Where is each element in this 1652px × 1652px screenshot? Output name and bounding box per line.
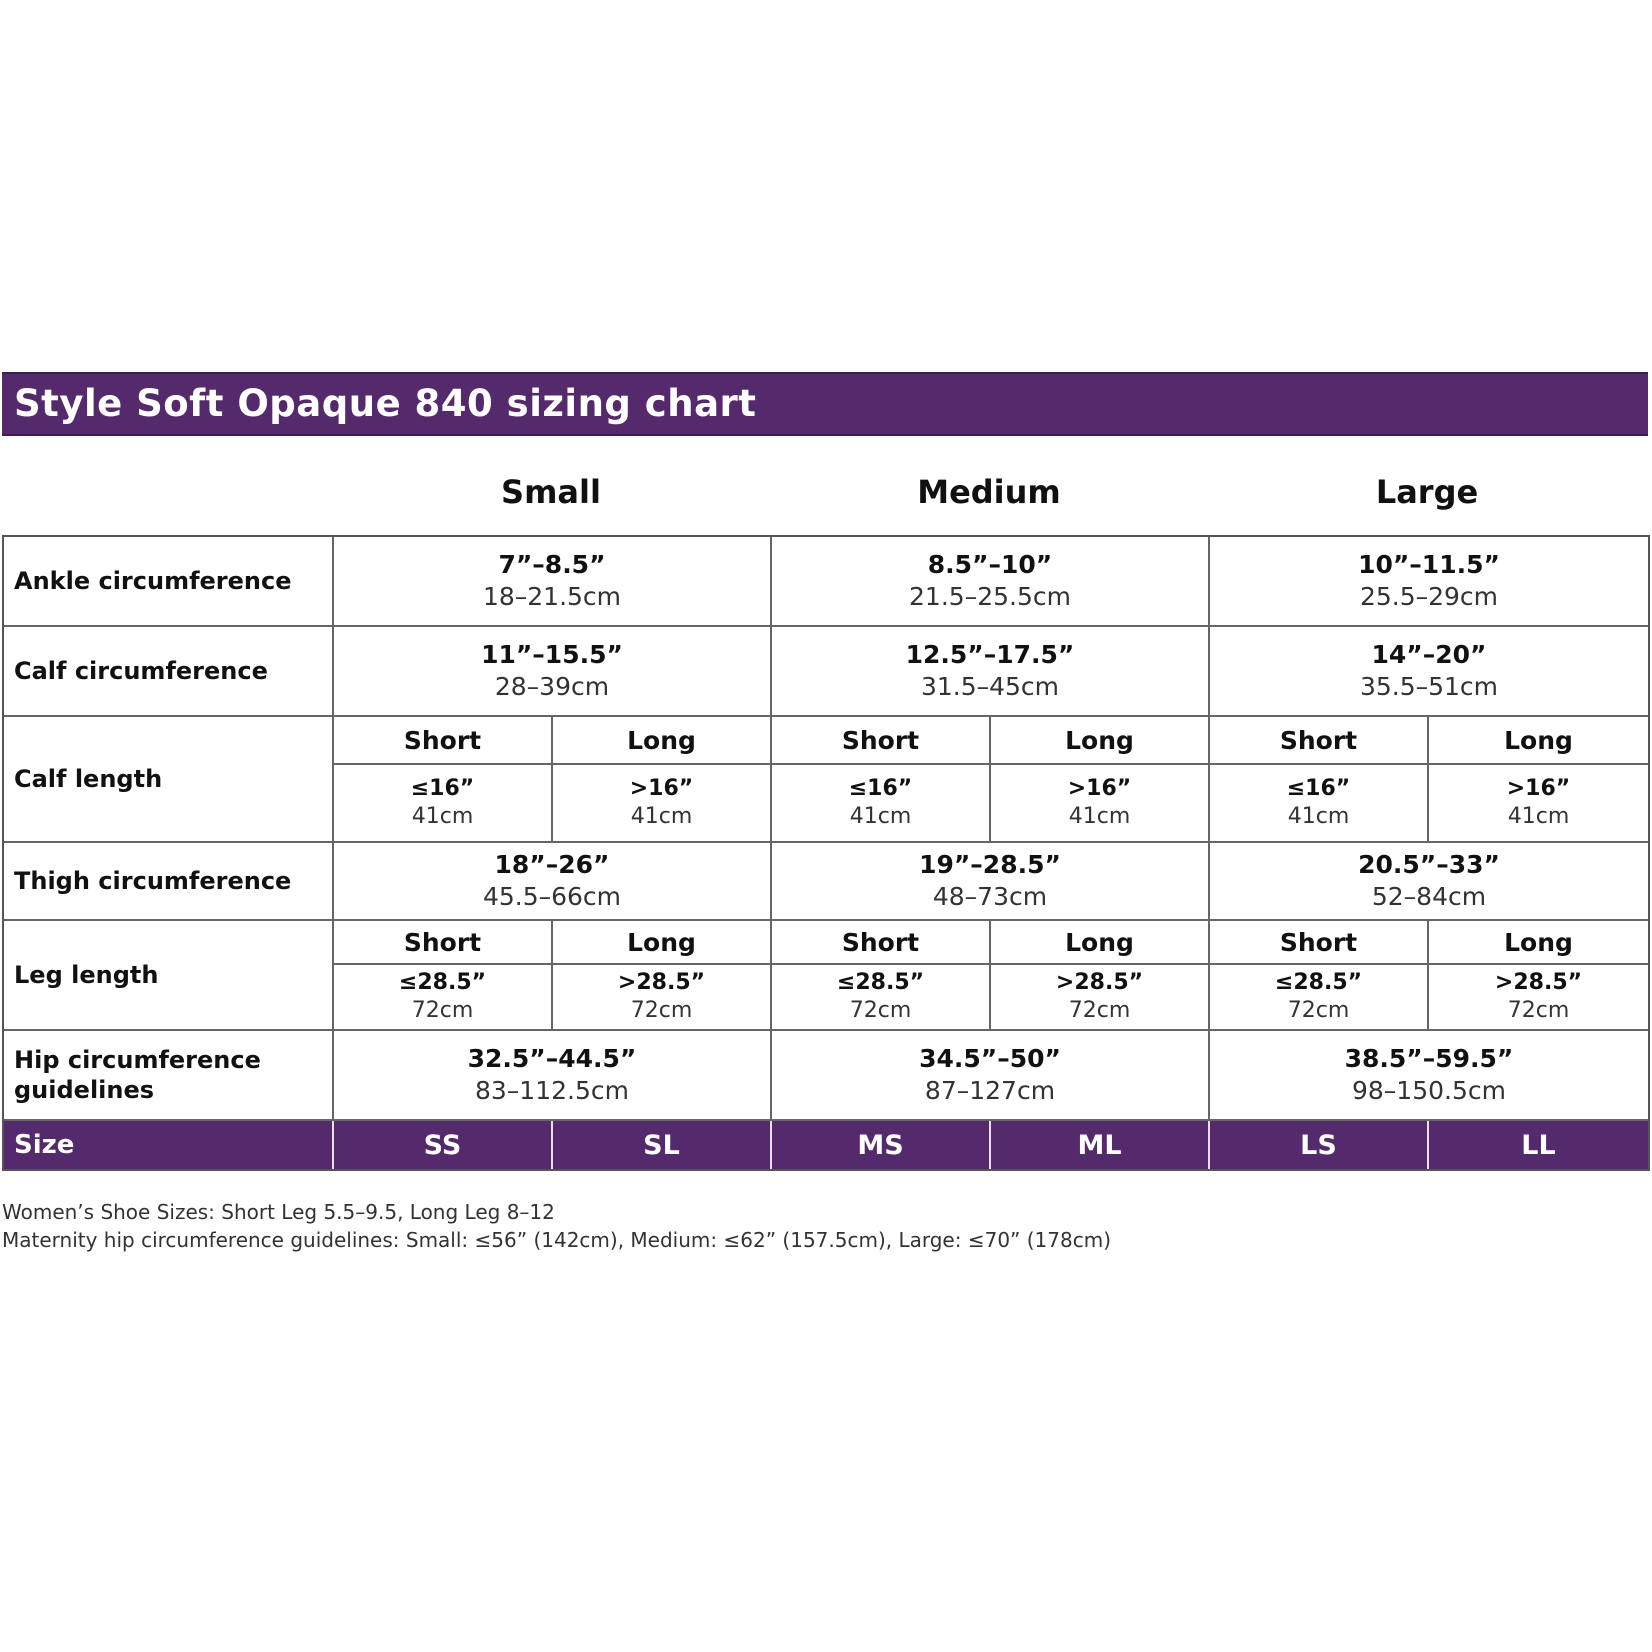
thigh-medium-inches: 19”–28.5” [919, 850, 1061, 879]
leg-length-large-long-cell [1429, 965, 1648, 1031]
ankle-medium-cm: 21.5–25.5cm [909, 582, 1071, 611]
thigh-small-inches: 18”–26” [494, 850, 610, 879]
calf-length-small-long-cell [553, 765, 772, 843]
leg-length-inches: ≤28.5” [1274, 970, 1363, 995]
calf-medium-cell [772, 627, 1210, 717]
calf-length-medium-long-header: Long [991, 717, 1210, 765]
leg-length-small-long-header: Long [553, 921, 772, 965]
ankle-small-cm: 18–21.5cm [482, 582, 622, 611]
thigh-small-cell [334, 843, 772, 921]
leg-length-small-short-header: Short [334, 921, 553, 965]
calf-length-cm: 41cm [1287, 804, 1350, 829]
size-code-sl: SL [553, 1121, 772, 1169]
leg-length-inches: >28.5” [1494, 970, 1583, 995]
calf-small-inches: 11”–15.5” [481, 640, 623, 669]
calf-length-small-short-cell [334, 765, 553, 843]
hip-large-inches: 38.5”–59.5” [1344, 1044, 1514, 1073]
thigh-small-cm: 45.5–66cm [482, 882, 622, 911]
ankle-small-cell [334, 537, 772, 627]
hip-large-cm: 98–150.5cm [1352, 1076, 1506, 1105]
shoe-size-note: Women’s Shoe Sizes: Short Leg 5.5–9.5, Long Leg 8–12 [2, 1200, 555, 1224]
hip-small-cm: 83–112.5cm [475, 1076, 629, 1105]
calf-length-inches: >16” [629, 776, 694, 801]
calf-length-cm: 41cm [411, 804, 474, 829]
thigh-medium-cm: 48–73cm [932, 882, 1048, 911]
calf-length-cm: 41cm [1507, 804, 1570, 829]
leg-length-small-long-cell [553, 965, 772, 1031]
footnotes [2, 1198, 1111, 1254]
hip-medium-inches: 34.5”–50” [919, 1044, 1061, 1073]
calf-length-inches: >16” [1506, 776, 1571, 801]
ankle-large-cell [1210, 537, 1648, 627]
thigh-large-cm: 52–84cm [1371, 882, 1487, 911]
calf-length-inches: >16” [1067, 776, 1132, 801]
calf-length-inches: ≤16” [410, 776, 475, 801]
hip-medium-cell [772, 1031, 1210, 1121]
thigh-medium-cell [772, 843, 1210, 921]
calf-large-inches: 14”–20” [1371, 640, 1487, 669]
leg-length-medium-long-cell [991, 965, 1210, 1031]
chart-title: Style Soft Opaque 840 sizing chart [14, 382, 757, 425]
ankle-large-cm: 25.5–29cm [1359, 582, 1499, 611]
leg-length-small-short-cell [334, 965, 553, 1031]
hip-large-cell [1210, 1031, 1648, 1121]
leg-length-cm: 72cm [1287, 998, 1350, 1023]
calf-length-large-short-header: Short [1210, 717, 1429, 765]
hip-small-inches: 32.5”–44.5” [467, 1044, 637, 1073]
size-row-label: Size [4, 1121, 334, 1169]
size-code-ms: MS [772, 1121, 991, 1169]
leg-length-cm: 72cm [1507, 998, 1570, 1023]
calf-small-cm: 28–39cm [494, 672, 610, 701]
calf-large-cell [1210, 627, 1648, 717]
hip-small-cell [334, 1031, 772, 1121]
calf-medium-inches: 12.5”–17.5” [905, 640, 1075, 669]
leg-length-inches: >28.5” [617, 970, 706, 995]
size-code-ss: SS [334, 1121, 553, 1169]
leg-length-large-short-cell [1210, 965, 1429, 1031]
leg-length-inches: ≤28.5” [398, 970, 487, 995]
row-label-ankle: Ankle circumference [4, 537, 334, 627]
ankle-medium-inches: 8.5”–10” [927, 550, 1053, 579]
chart-title-banner [2, 372, 1648, 436]
thigh-large-cell [1210, 843, 1648, 921]
maternity-hip-note: Maternity hip circumference guidelines: Small: ≤56” (142cm), Medium: ≤62” (157.5cm), Large: ≤70” (178cm) [2, 1228, 1112, 1252]
calf-length-medium-long-cell [991, 765, 1210, 843]
calf-length-large-short-cell [1210, 765, 1429, 843]
row-label-thigh: Thigh circumference [4, 843, 334, 921]
ankle-large-inches: 10”–11.5” [1358, 550, 1500, 579]
size-header-large: Large [1375, 473, 1479, 511]
leg-length-cm: 72cm [1068, 998, 1131, 1023]
calf-length-large-long-header: Long [1429, 717, 1648, 765]
calf-length-medium-short-cell [772, 765, 991, 843]
leg-length-large-long-header: Long [1429, 921, 1648, 965]
calf-small-cell [334, 627, 772, 717]
row-label-leg-length: Leg length [4, 921, 334, 1031]
hip-medium-cm: 87–127cm [924, 1076, 1056, 1105]
size-code-ls: LS [1210, 1121, 1429, 1169]
calf-large-cm: 35.5–51cm [1359, 672, 1499, 701]
leg-length-inches: ≤28.5” [836, 970, 925, 995]
leg-length-cm: 72cm [849, 998, 912, 1023]
ankle-medium-cell [772, 537, 1210, 627]
size-header-small: Small [501, 473, 601, 511]
size-header-medium: Medium [917, 473, 1061, 511]
calf-length-inches: ≤16” [848, 776, 913, 801]
calf-length-cm: 41cm [630, 804, 693, 829]
calf-length-inches: ≤16” [1286, 776, 1351, 801]
calf-length-small-short-header: Short [334, 717, 553, 765]
leg-length-medium-long-header: Long [991, 921, 1210, 965]
leg-length-cm: 72cm [411, 998, 474, 1023]
leg-length-medium-short-cell [772, 965, 991, 1031]
leg-length-cm: 72cm [630, 998, 693, 1023]
size-code-ml: ML [991, 1121, 1210, 1169]
calf-length-cm: 41cm [1068, 804, 1131, 829]
calf-length-cm: 41cm [849, 804, 912, 829]
thigh-large-inches: 20.5”–33” [1358, 850, 1500, 879]
row-label-calf-length: Calf length [4, 717, 334, 843]
ankle-small-inches: 7”–8.5” [498, 550, 606, 579]
calf-length-medium-short-header: Short [772, 717, 991, 765]
calf-length-large-long-cell [1429, 765, 1648, 843]
row-label-hip: Hip circumference guidelines [4, 1031, 334, 1121]
leg-length-inches: >28.5” [1055, 970, 1144, 995]
leg-length-medium-short-header: Short [772, 921, 991, 965]
sizing-table [2, 535, 1650, 1171]
row-label-calf: Calf circumference [4, 627, 334, 717]
calf-length-small-long-header: Long [553, 717, 772, 765]
leg-length-large-short-header: Short [1210, 921, 1429, 965]
calf-medium-cm: 31.5–45cm [920, 672, 1060, 701]
size-code-ll: LL [1429, 1121, 1648, 1169]
